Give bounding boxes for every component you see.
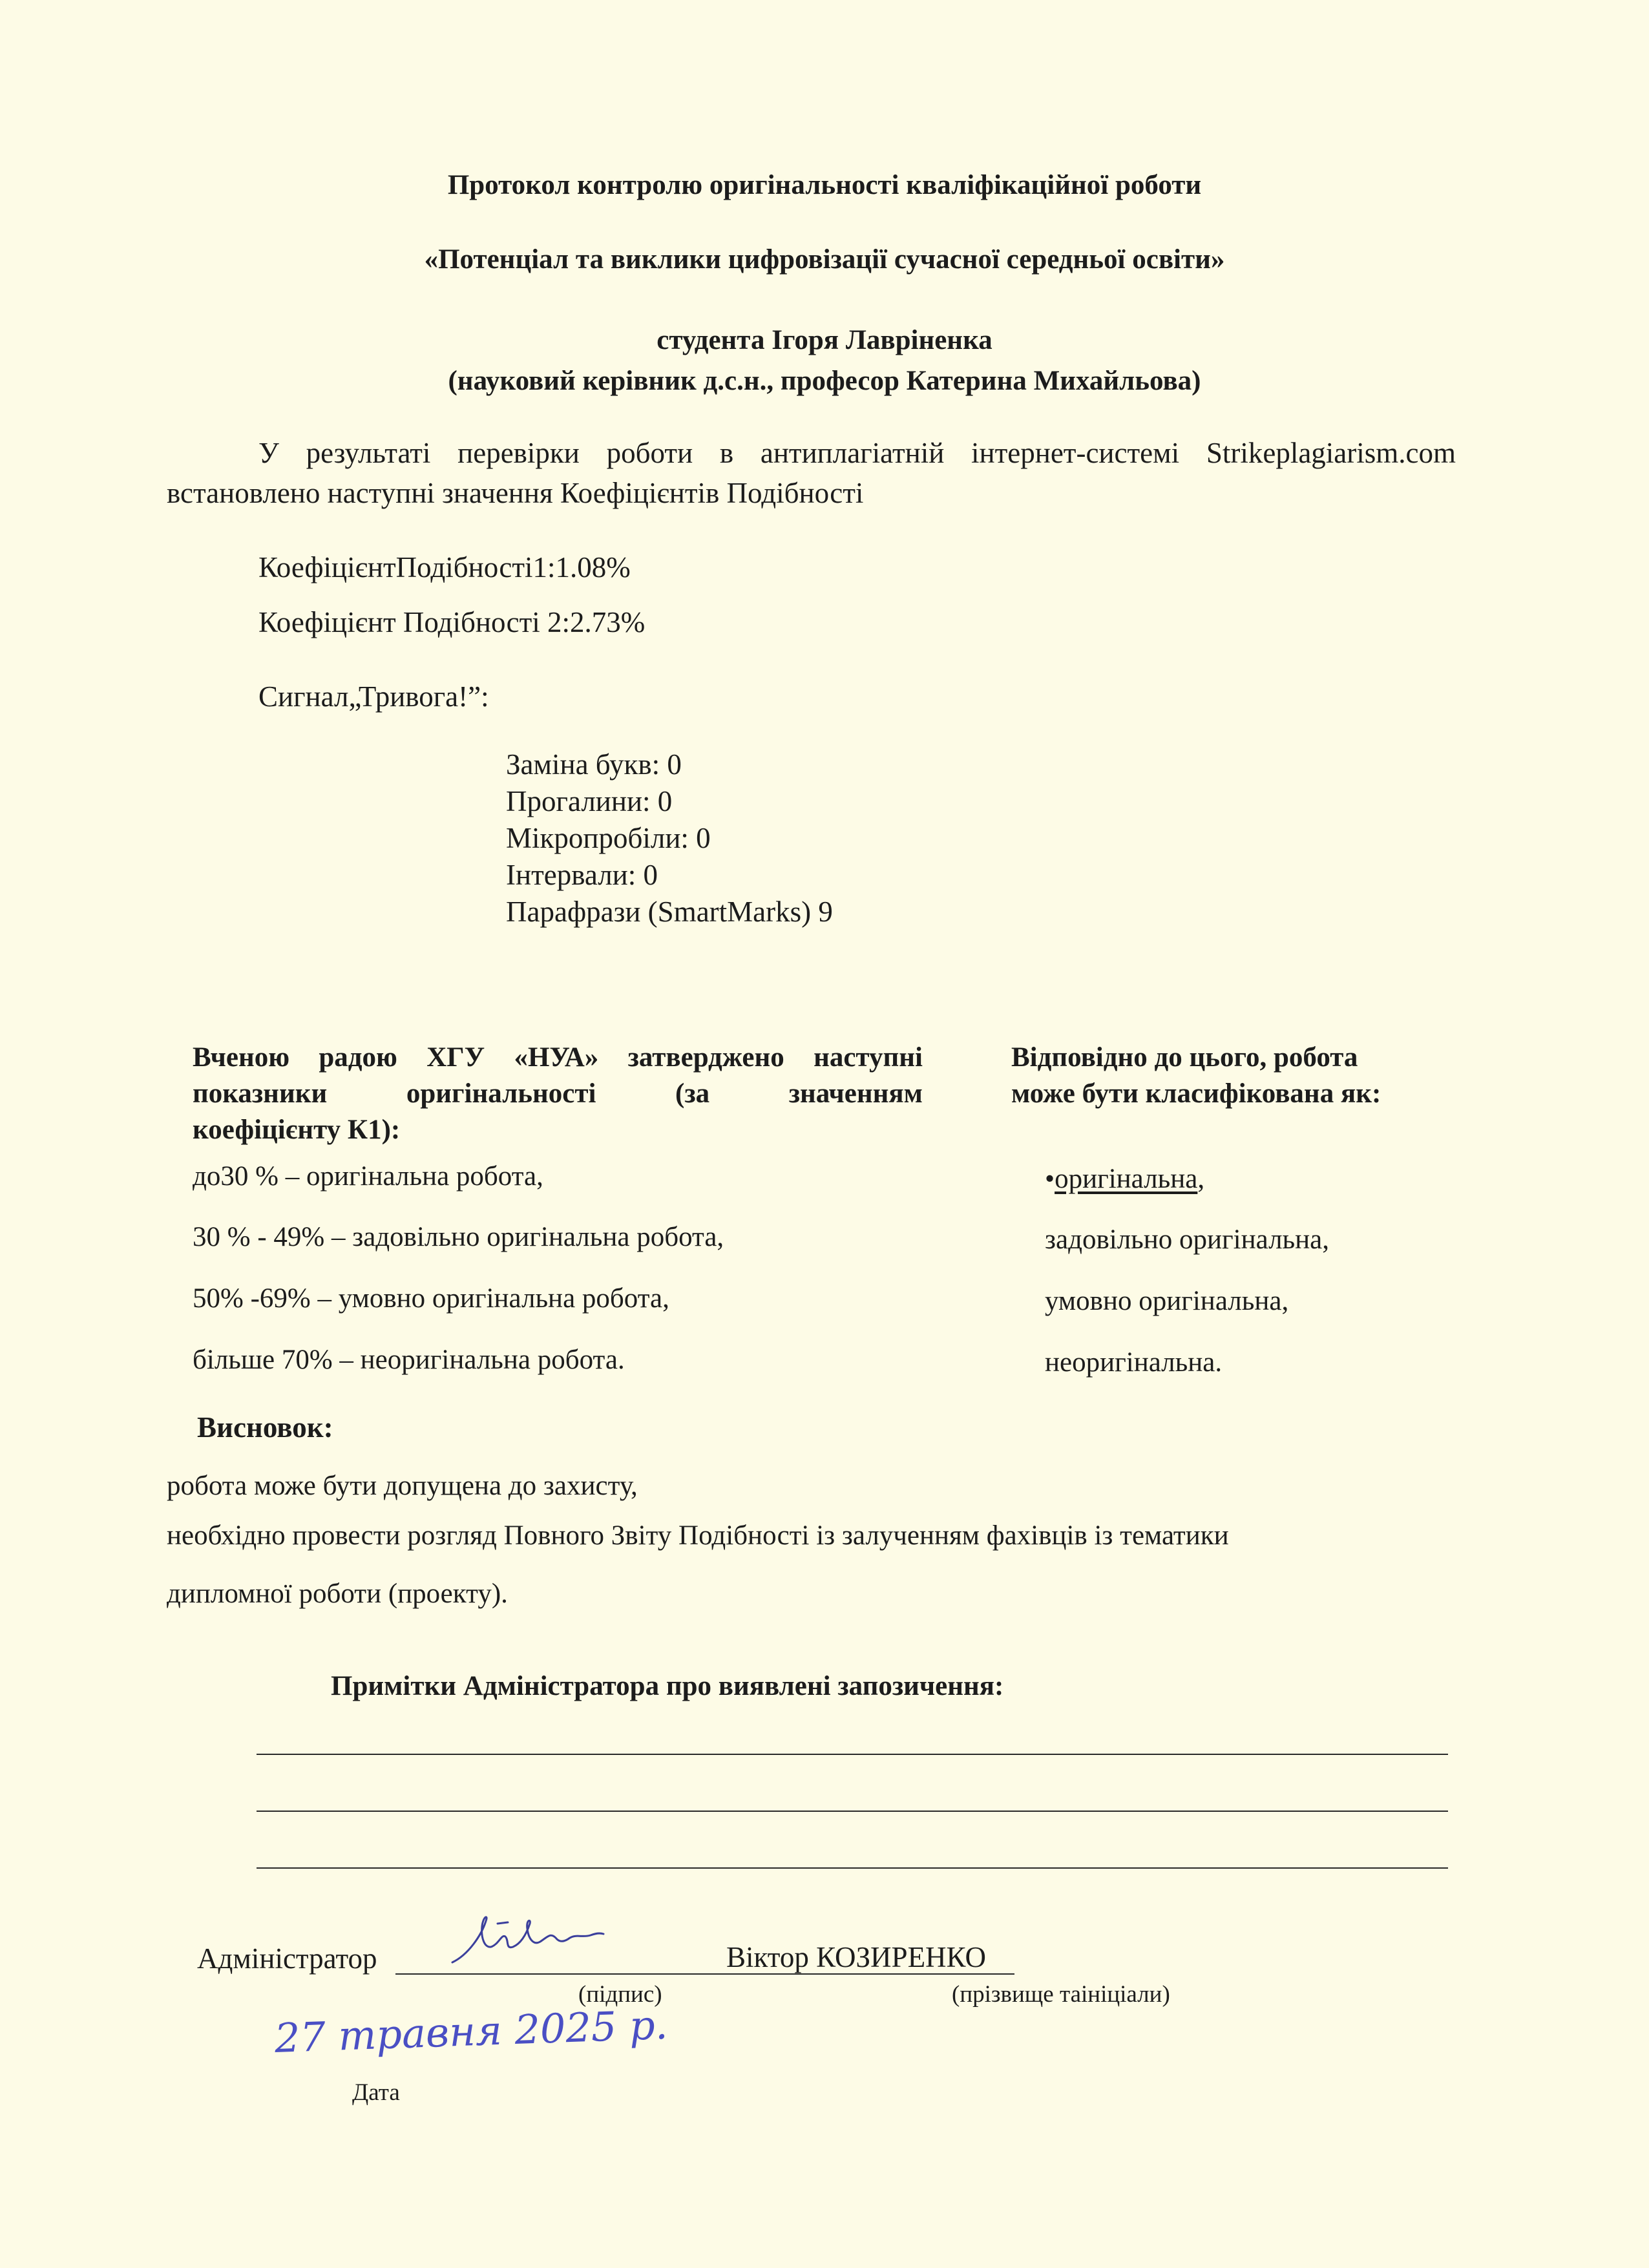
- classification-heading-line-2: може бути класифікована як:: [1011, 1078, 1381, 1109]
- criteria-heading-line-1: Вченою радою ХГУ «НУА» затверджено наступні: [193, 1042, 923, 1073]
- class-label: неоригінальна.: [1045, 1347, 1223, 1378]
- coefficient-2: Коефіцієнт Подібності 2:2.73%: [258, 606, 646, 638]
- intro-line-2: встановлено наступні значення Коефіцієнтів Подібності: [167, 477, 864, 509]
- criteria-heading-line-3: коефіцієнту К1):: [193, 1115, 401, 1145]
- criteria-heading-word: (за: [675, 1078, 710, 1109]
- date-label: Дата: [352, 2079, 400, 2106]
- administrator-label: Адміністратор: [197, 1942, 377, 1975]
- criteria-heading-word: значенням: [788, 1078, 923, 1109]
- criteria-item: більше 70% – неоригінальна робота.: [193, 1345, 625, 1375]
- classification-heading-line-1: Відповідно до цього, робота: [1011, 1042, 1358, 1073]
- alarm-item: Інтервали: 0: [506, 859, 658, 891]
- notes-line: [257, 1754, 1448, 1755]
- criteria-heading-word: оригінальності: [406, 1078, 596, 1109]
- notes-line: [257, 1867, 1448, 1869]
- criteria-item: 50% -69% – умовно оригінальна робота,: [193, 1283, 669, 1314]
- criteria-item: до30 % – оригінальна робота,: [193, 1161, 543, 1192]
- administrator-name: Віктор КОЗИРЕНКО: [726, 1941, 986, 1973]
- alarm-label: Сигнал„Тривога!”:: [258, 680, 489, 713]
- work-title: «Потенціал та виклики цифровізації сучасної середньої освіти»: [424, 244, 1225, 275]
- signature-caption: (підпис): [578, 1981, 662, 2008]
- conclusion-heading: Висновок:: [197, 1411, 333, 1444]
- alarm-item: Мікропробіли: 0: [506, 822, 711, 854]
- alarm-item: Прогалини: 0: [506, 785, 673, 817]
- label-suffix: ,: [1197, 1164, 1205, 1194]
- class-label: задовільно оригінальна,: [1045, 1224, 1330, 1255]
- intro-line-1: У результаті перевірки роботи в антиплагіатній інтернет-системі Strikeplagiarism.com: [258, 437, 1456, 469]
- criteria-heading-word: показники: [193, 1078, 328, 1109]
- class-label: умовно оригінальна,: [1045, 1286, 1289, 1316]
- notes-line: [257, 1811, 1448, 1812]
- criteria-heading-line-2: [193, 1078, 923, 1109]
- supervisor-line: (науковий керівник д.с.н., професор Катерина Михайльова): [448, 366, 1201, 396]
- handwritten-date: 27 травня 2025 р.: [273, 2000, 669, 2062]
- coefficient-1: КоефіцієнтПодібності1:1.08%: [258, 551, 631, 583]
- classification-option-unoriginal: [1045, 1347, 1222, 1378]
- handwritten-signature: [446, 1909, 607, 1971]
- name-caption: (прізвище таініціали): [952, 1981, 1170, 2008]
- criteria-item: 30 % - 49% – задовільно оригінальна робота,: [193, 1222, 724, 1252]
- alarm-item: Заміна букв: 0: [506, 748, 682, 781]
- classification-option-original: [1045, 1163, 1204, 1195]
- conclusion-line-1: робота може бути допущена до захисту,: [167, 1471, 638, 1501]
- alarm-item: Парафрази (SmartMarks) 9: [506, 896, 833, 928]
- conclusion-line-2: необхідно провести розгляд Повного Звіту Подібності із залученням фахівців із тематики: [167, 1520, 1229, 1551]
- admin-notes-heading: Примітки Адміністратора про виявлені запозичення:: [331, 1671, 1004, 1701]
- document-title: Протокол контролю оригінальності кваліфікаційної роботи: [447, 170, 1202, 200]
- classification-option-satisfactory: [1045, 1224, 1329, 1255]
- conclusion-line-3: дипломної роботи (проекту).: [167, 1579, 508, 1609]
- selected-class-label: оригінальна: [1055, 1164, 1198, 1194]
- bullet-icon: •: [1045, 1164, 1055, 1194]
- student-name: студента Ігоря Лавріненка: [656, 325, 993, 355]
- classification-option-conditional: [1045, 1285, 1288, 1317]
